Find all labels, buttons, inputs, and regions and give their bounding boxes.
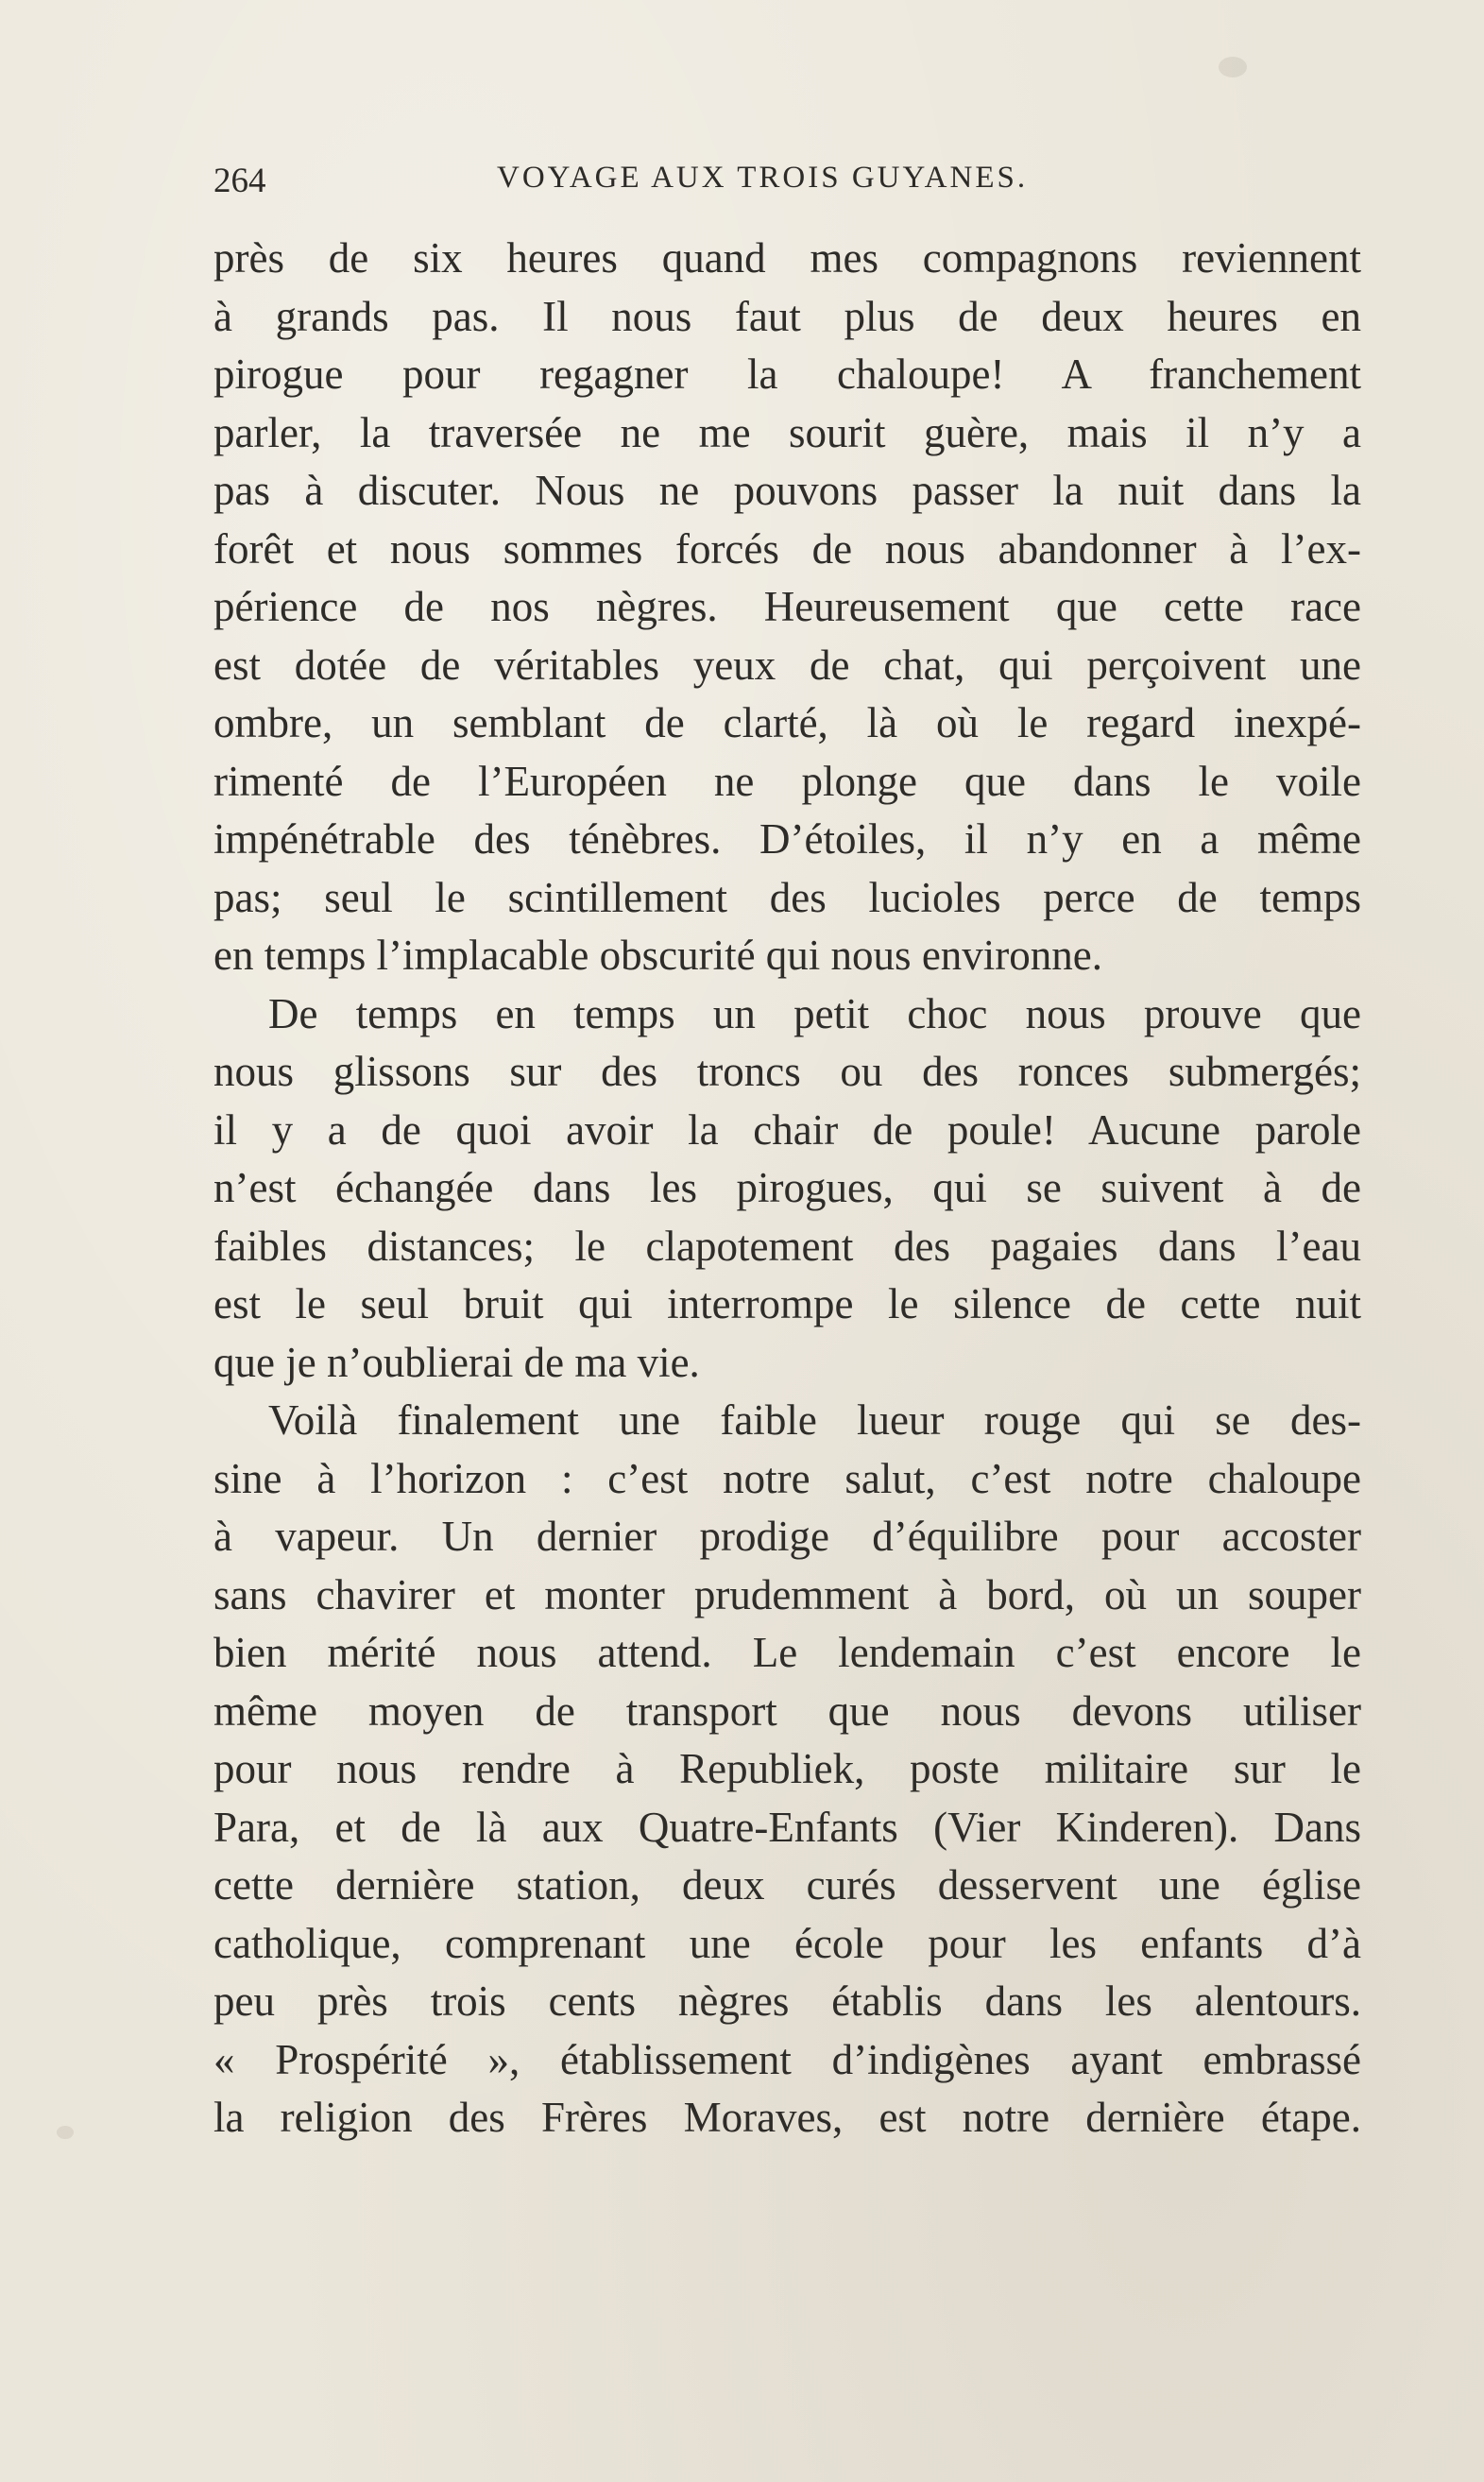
text-line: catholique, comprenant une école pour les enfants d’à <box>213 1919 1361 1967</box>
text-line: Para, et de là aux Quatre-Enfants (Vier Kinderen). Dans <box>213 1803 1361 1851</box>
text-line: la religion des Frères Moraves, est notre dernière étape. <box>213 2094 1361 2141</box>
text-line: pirogue pour regagner la chaloupe! A franchement <box>213 351 1361 398</box>
text-line: près de six heures quand mes compagnons reviennent <box>213 234 1361 282</box>
text-line: cette dernière station, deux curés desservent une église <box>213 1861 1361 1909</box>
paper-stain <box>57 2126 74 2139</box>
text-line: sine à l’horizon : c’est notre salut, c’est notre chaloupe <box>213 1454 1361 1502</box>
text-line: pas; seul le scintillement des lucioles perce de temps <box>213 873 1361 921</box>
text-line: périence de nos nègres. Heureusement que cette race <box>213 583 1361 630</box>
text-line: bien mérité nous attend. Le lendemain c’est encore le <box>213 1629 1361 1676</box>
running-head <box>213 161 1361 208</box>
paragraph-1 <box>213 230 1361 985</box>
text-line: il y a de quoi avoir la chair de poule! Aucune parole <box>213 1105 1361 1154</box>
text-line: que je n’oublierai de ma vie. <box>213 1338 700 1386</box>
text-line: parler, la traversée ne me sourit guère, mais il n’y a <box>213 408 1361 456</box>
text-line: faibles distances; le clapotement des pagaies dans l’eau <box>213 1222 1361 1270</box>
paper-stain <box>1219 57 1247 77</box>
text-line: ombre, un semblant de clarté, là où le regard inexpé- <box>213 699 1361 746</box>
running-title: VOYAGE AUX TROIS GUYANES. <box>497 161 1029 195</box>
text-line: rimenté de l’Européen ne plonge que dans le voile <box>213 757 1361 805</box>
page-number: 264 <box>213 162 266 200</box>
text-line: à grands pas. Il nous faut plus de deux heures en <box>213 292 1361 340</box>
body-text <box>213 230 1361 2148</box>
paragraph-2 <box>213 985 1361 1393</box>
text-line: est le seul bruit qui interrompe le silence de cette nuit <box>213 1280 1361 1327</box>
text-line: peu près trois cents nègres établis dans les alentours. <box>213 1977 1361 2025</box>
text-line: forêt et nous sommes forcés de nous abandonner à l’ex- <box>213 524 1361 573</box>
paragraph-3 <box>213 1392 1361 2148</box>
text-line: pas à discuter. Nous ne pouvons passer la nuit dans la <box>213 467 1361 514</box>
text-line: n’est échangée dans les pirogues, qui se suivent à de <box>213 1164 1361 1211</box>
text-line: en temps l’implacable obscurité qui nous environne. <box>213 932 1103 979</box>
text-line: à vapeur. Un dernier prodige d’équilibre pour accoster <box>213 1513 1361 1560</box>
text-line: est dotée de véritables yeux de chat, qui perçoivent une <box>213 641 1361 689</box>
text-line: pour nous rendre à Republiek, poste militaire sur le <box>213 1745 1361 1792</box>
text-line: impénétrable des ténèbres. D’étoiles, il n’y en a même <box>213 815 1361 863</box>
text-line: Voilà finalement une faible lueur rouge qui se des- <box>268 1396 1361 1444</box>
text-line: même moyen de transport que nous devons utiliser <box>213 1686 1361 1735</box>
text-line: « Prospérité », établissement d’indigènes ayant embrassé <box>213 2035 1361 2083</box>
text-line: De temps en temps un petit choc nous prouve que <box>268 989 1361 1037</box>
text-line: nous glissons sur des troncs ou des ronces submergés; <box>213 1048 1361 1095</box>
text-line: sans chavirer et monter prudemment à bord, où un souper <box>213 1570 1361 1618</box>
